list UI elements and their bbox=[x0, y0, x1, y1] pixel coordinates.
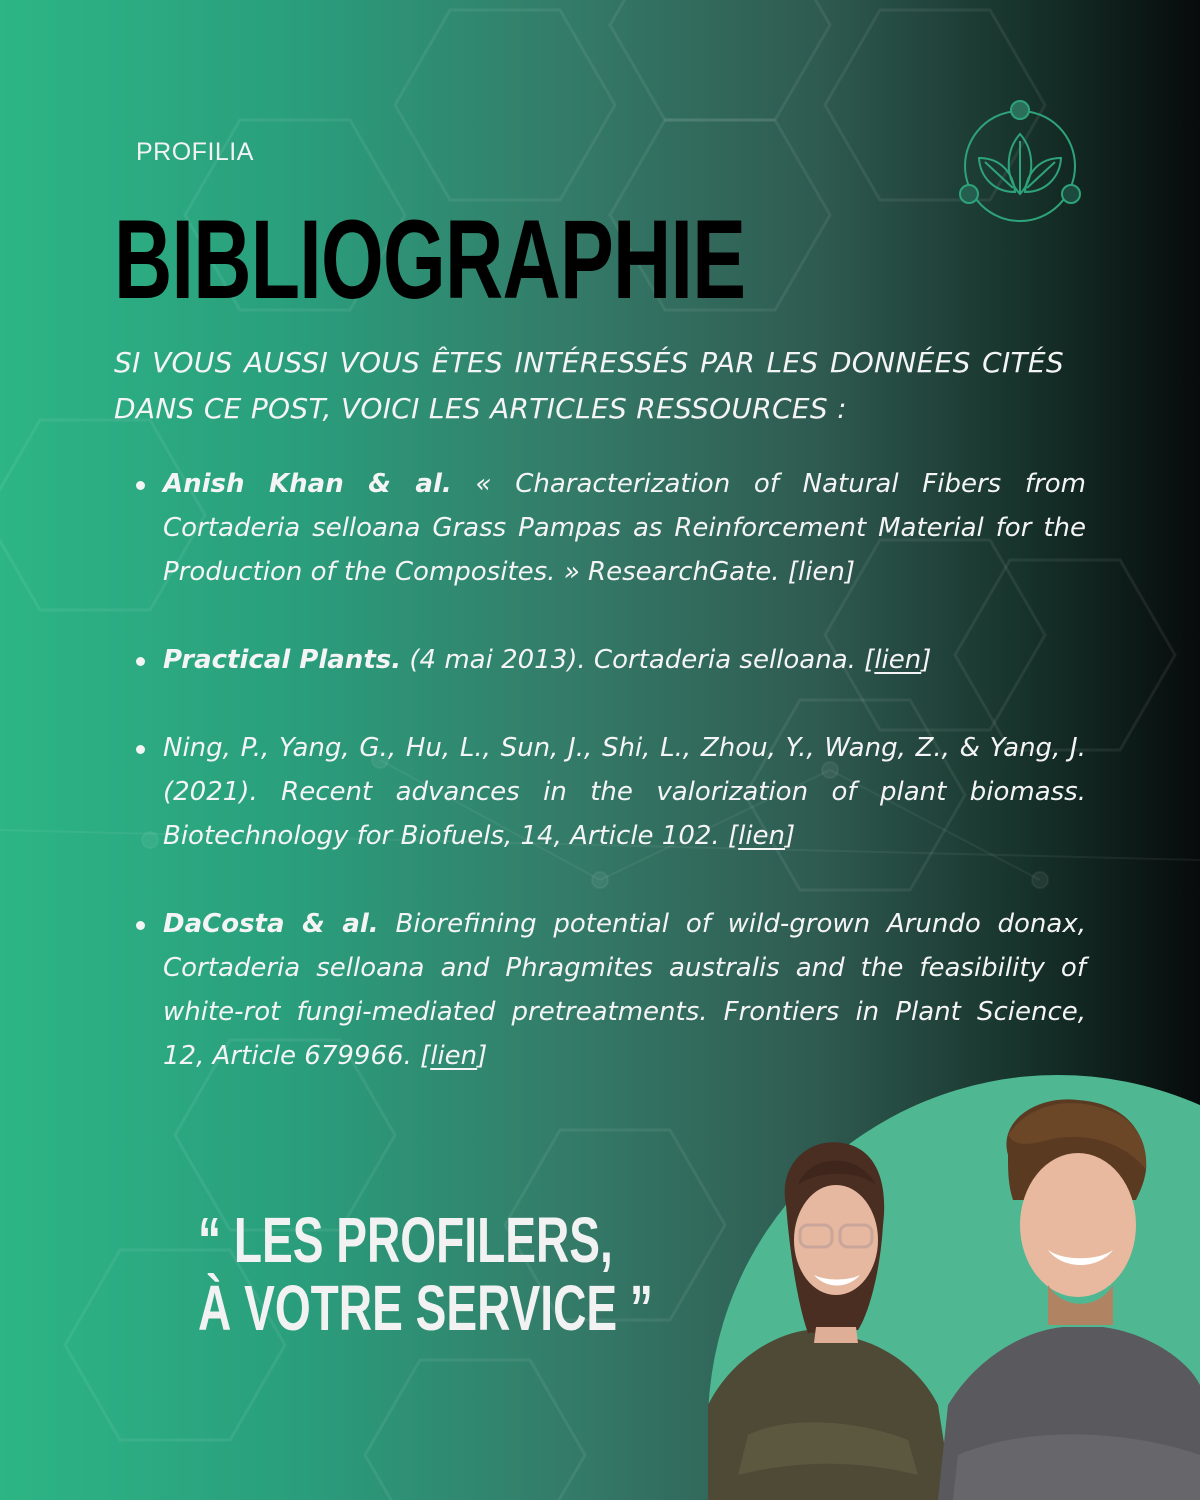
reference-item bbox=[136, 638, 1086, 682]
reference-text: (4 mai 2013). Cortaderia selloana. [ bbox=[401, 645, 875, 675]
reference-bracket: ] bbox=[785, 821, 796, 851]
reference-author: Anish Khan & al. bbox=[163, 469, 452, 499]
bullet-icon bbox=[136, 921, 145, 930]
reference-item bbox=[136, 902, 1086, 1078]
reference-author: DaCosta & al. bbox=[163, 909, 379, 939]
reference-text: Biorefining potential of wild-grown Arundo donax, Cortaderia selloana and Phragmites australis and the feasibility of white-rot fungi-mediated pretreatments. Frontiers in Plant Science, 12, Article 679966. [ bbox=[163, 909, 1086, 1071]
reference-link[interactable]: lien bbox=[738, 821, 786, 851]
brand-name: PROFILIA bbox=[136, 138, 254, 166]
reference-text: Ning, P., Yang, G., Hu, L., Sun, J., Shi, L., Zhou, Y., Wang, Z., & Yang, J. (2021). Recent advances in the valorization of plant biomass. Biotechnology for Biofuels, 14, Article 102. [ bbox=[163, 733, 1086, 851]
tagline-line-2: À VOTRE SERVICE ” bbox=[198, 1272, 653, 1344]
reference-list bbox=[136, 462, 1086, 1078]
person-man-illustration bbox=[938, 1099, 1200, 1500]
tagline-line-1: “ LES PROFILERS, bbox=[198, 1204, 613, 1276]
intro-text: SI VOUS AUSSI VOUS ÊTES INTÉRESSÉS PAR LES DONNÉES CITÉS DANS CE POST, VOICI LES ARTICLES RESSOURCES : bbox=[114, 346, 1064, 425]
bullet-icon bbox=[136, 657, 145, 666]
reference-bracket: ] bbox=[921, 645, 932, 675]
team-photo bbox=[708, 1075, 1200, 1500]
reference-item bbox=[136, 462, 1086, 594]
tagline-quote bbox=[198, 1206, 653, 1342]
bullet-icon bbox=[136, 481, 145, 490]
page-title: BIBLIOGRAPHIE bbox=[114, 197, 746, 322]
reference-item bbox=[136, 726, 1086, 858]
reference-link[interactable]: lien bbox=[874, 645, 922, 675]
reference-author: Practical Plants. bbox=[163, 645, 402, 675]
leaf-orbit-icon bbox=[955, 96, 1085, 228]
bullet-icon bbox=[136, 745, 145, 754]
reference-text: « Characterization of Natural Fibers from Cortaderia selloana Grass Pampas as Reinforcement Material for the Production of the Composites. » ResearchGate. [lien] bbox=[163, 469, 1086, 587]
reference-bracket: ] bbox=[477, 1041, 488, 1071]
reference-link[interactable]: lien bbox=[430, 1041, 478, 1071]
person-woman-illustration bbox=[708, 1142, 953, 1500]
